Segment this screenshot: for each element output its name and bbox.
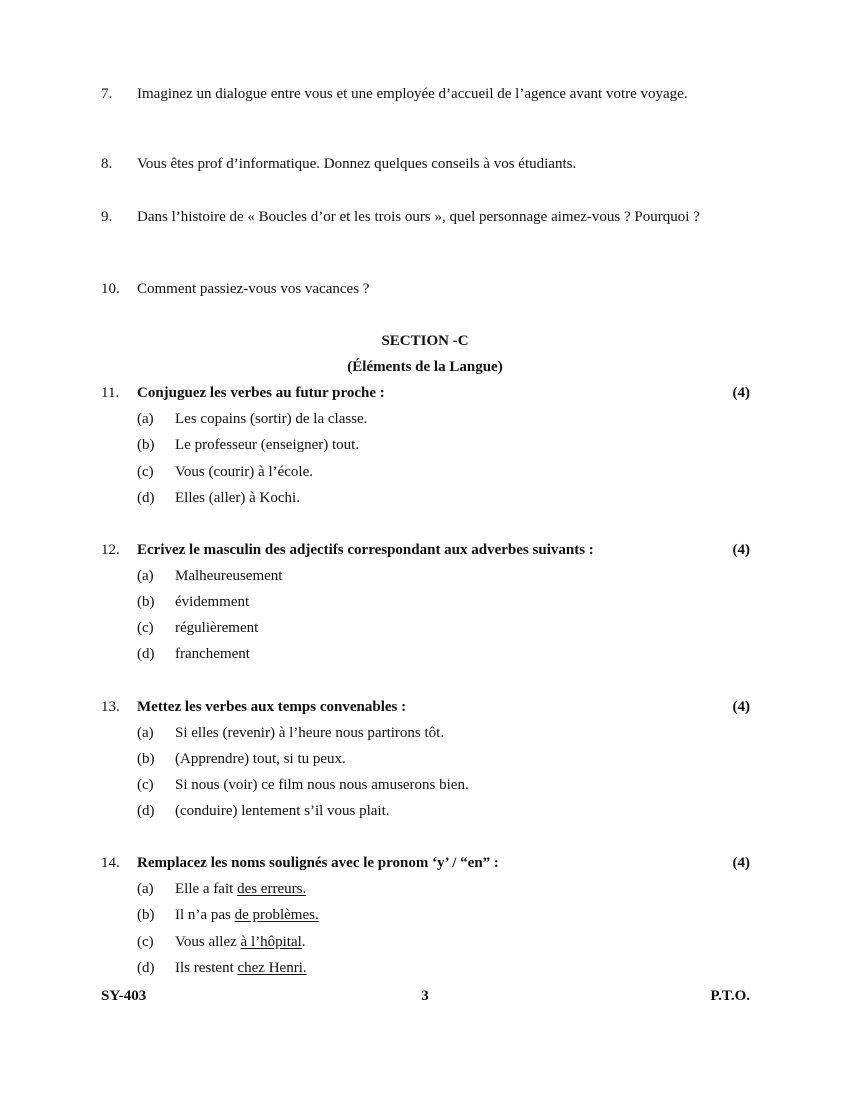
paper-code: SY-403 xyxy=(101,988,147,1004)
item-prefix: Vous allez xyxy=(175,934,241,950)
marks-label: (4) xyxy=(732,699,750,715)
item-label: (a) xyxy=(137,411,154,427)
item-label: (c) xyxy=(137,934,154,950)
item-label: (c) xyxy=(137,464,154,480)
item-prefix: Elle a fait xyxy=(175,881,238,897)
item-label: (d) xyxy=(137,490,155,506)
item-label: (c) xyxy=(137,620,154,636)
item-text xyxy=(175,879,306,900)
underlined-noun: de problèmes. xyxy=(234,907,319,923)
question-number: 9. xyxy=(101,209,113,225)
item-label: (d) xyxy=(137,803,155,819)
item-prefix: Ils restent xyxy=(175,960,238,976)
question-text: Comment passiez-vous vos vacances ? xyxy=(137,281,370,297)
question-number: 7. xyxy=(101,86,113,102)
item-label: (d) xyxy=(137,646,155,662)
pto-label: P.T.O. xyxy=(710,988,750,1004)
item-text: (conduire) lentement s’il vous plait. xyxy=(175,803,390,819)
question-stem: Conjuguez les verbes au futur proche : xyxy=(137,385,385,401)
item-label: (c) xyxy=(137,777,154,793)
item-text: évidemment xyxy=(175,594,250,610)
item-text: régulièrement xyxy=(175,620,259,636)
item-text: Si nous (voir) ce film nous nous amuserons bien. xyxy=(175,777,469,793)
item-label: (b) xyxy=(137,594,155,610)
question-stem: Mettez les verbes aux temps convenables : xyxy=(137,699,407,715)
item-text xyxy=(175,932,306,953)
item-text: Vous (courir) à l’école. xyxy=(175,464,314,480)
question-number: 10. xyxy=(101,281,120,297)
item-text xyxy=(175,958,307,979)
item-text: Le professeur (enseigner) tout. xyxy=(175,437,360,453)
item-label: (a) xyxy=(137,725,154,741)
underlined-noun: des erreurs. xyxy=(237,881,307,897)
section-subtitle: (Éléments de la Langue) xyxy=(347,359,503,375)
question-number: 12. xyxy=(101,542,120,558)
question-number: 11. xyxy=(101,385,120,401)
item-label: (b) xyxy=(137,751,155,767)
item-text: Si elles (revenir) à l’heure nous partirons tôt. xyxy=(175,725,445,741)
item-prefix: Il n’a pas xyxy=(175,907,235,923)
item-suffix: . xyxy=(301,934,306,950)
marks-label: (4) xyxy=(732,542,750,558)
item-text: Malheureusement xyxy=(175,568,283,584)
item-label: (a) xyxy=(137,568,154,584)
page-number: 3 xyxy=(421,988,429,1004)
question-stem: Ecrivez le masculin des adjectifs correspondant aux adverbes suivants : xyxy=(137,542,594,558)
item-label: (b) xyxy=(137,907,155,923)
item-text: (Apprendre) tout, si tu peux. xyxy=(175,751,346,767)
question-stem: Remplacez les noms soulignés avec le pronom ‘y’ / “en” : xyxy=(137,855,499,871)
question-text: Imaginez un dialogue entre vous et une employée d’accueil de l’agence avant votre voyage. xyxy=(137,86,688,102)
item-text: Les copains (sortir) de la classe. xyxy=(175,411,368,427)
item-text: Elles (aller) à Kochi. xyxy=(175,490,300,506)
item-text xyxy=(175,905,319,926)
marks-label: (4) xyxy=(732,855,750,871)
item-label: (d) xyxy=(137,960,155,976)
section-title: SECTION -C xyxy=(381,333,469,349)
item-label: (a) xyxy=(137,881,154,897)
question-text: Vous êtes prof d’informatique. Donnez quelques conseils à vos étudiants. xyxy=(137,156,577,172)
question-number: 13. xyxy=(101,699,120,715)
question-text: Dans l’histoire de « Boucles d’or et les trois ours », quel personnage aimez-vous ? Pourquoi ? xyxy=(137,209,700,225)
item-text: franchement xyxy=(175,646,250,662)
question-number: 14. xyxy=(101,855,120,871)
underlined-noun: chez Henri. xyxy=(237,960,307,976)
item-label: (b) xyxy=(137,437,155,453)
marks-label: (4) xyxy=(732,385,750,401)
underlined-noun: à l’hôpital xyxy=(240,934,302,950)
question-number: 8. xyxy=(101,156,113,172)
